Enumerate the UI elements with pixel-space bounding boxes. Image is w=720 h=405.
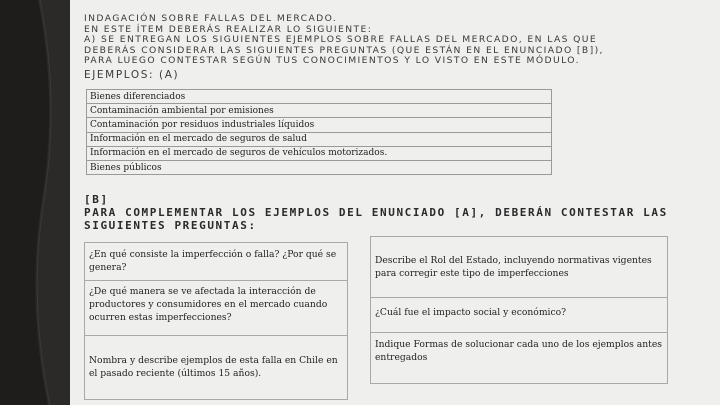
example-cell: Bienes públicos <box>87 160 552 174</box>
intro-block <box>84 14 716 81</box>
examples-table <box>86 89 552 175</box>
question-cell: Describe el Rol del Estado, incluyendo normativas vigentes para corregir este tipo de imperfecciones <box>375 255 652 279</box>
questions-left-box <box>84 242 348 400</box>
table-row <box>87 90 552 104</box>
table-row <box>87 132 552 146</box>
question-cell: ¿De qué manera se ve afectada la interacción de productores y consumidores en el mercado cuando ocurren estas imperfecciones? <box>89 286 328 323</box>
question-cell: Indique Formas de solucionar cada uno de los ejemplos antes entregados <box>375 339 662 363</box>
section-b-label: [B] <box>84 193 109 206</box>
question-cell: ¿En qué consiste la imperfección o falla? ¿Por qué se genera? <box>89 249 337 273</box>
intro-line: DEBERÁS CONSIDERAR LAS SIGUIENTES PREGUNTAS (QUE ESTÁN EN EL ENUNCIADO [B]), <box>84 44 604 56</box>
questions-right-box <box>370 236 668 384</box>
intro-line: PARA LUEGO CONTESTAR SEGÚN TUS CONOCIMIENTOS Y LO VISTO EN ESTE MÓDULO. <box>84 55 580 66</box>
intro-line: A) SE ENTREGAN LOS SIGUIENTES EJEMPLOS SOBRE FALLAS DEL MERCADO, EN LAS QUE <box>84 34 598 45</box>
table-row <box>87 160 552 174</box>
table-row <box>87 118 552 132</box>
example-cell: Información en el mercado de seguros de salud <box>87 132 552 146</box>
decorative-curve <box>0 0 70 405</box>
section-b-line: PARA COMPLEMENTAR LOS EJEMPLOS DEL ENUNCIADO [A], DEBERÁN CONTESTAR LAS <box>84 206 668 219</box>
table-row <box>87 146 552 160</box>
divider <box>371 297 667 298</box>
question-cell: Nombra y describe ejemplos de esta falla en Chile en el pasado reciente (últimos 15 años). <box>89 355 338 379</box>
table-row <box>87 104 552 118</box>
example-cell: Contaminación por residuos industriales líquidos <box>87 118 552 132</box>
example-cell: Bienes diferenciados <box>87 90 552 104</box>
divider <box>85 335 347 336</box>
divider <box>85 280 347 281</box>
example-cell: Contaminación ambiental por emisiones <box>87 104 552 118</box>
example-cell: Información en el mercado de seguros de vehículos motorizados. <box>87 146 552 160</box>
question-cell: ¿Cuál fue el impacto social y económico? <box>375 307 567 318</box>
section-b-heading <box>84 193 704 232</box>
examples-heading: EJEMPLOS: (A) <box>84 68 180 81</box>
divider <box>371 332 667 333</box>
section-b-line: SIGUIENTES PREGUNTAS: <box>84 219 257 232</box>
decorative-side-band <box>0 0 70 405</box>
intro-line: EN ESTE ÍTEM DEBERÁS REALIZAR LO SIGUIENTE: <box>84 23 373 35</box>
intro-line: INDAGACIÓN SOBRE FALLAS DEL MERCADO. <box>84 13 338 24</box>
